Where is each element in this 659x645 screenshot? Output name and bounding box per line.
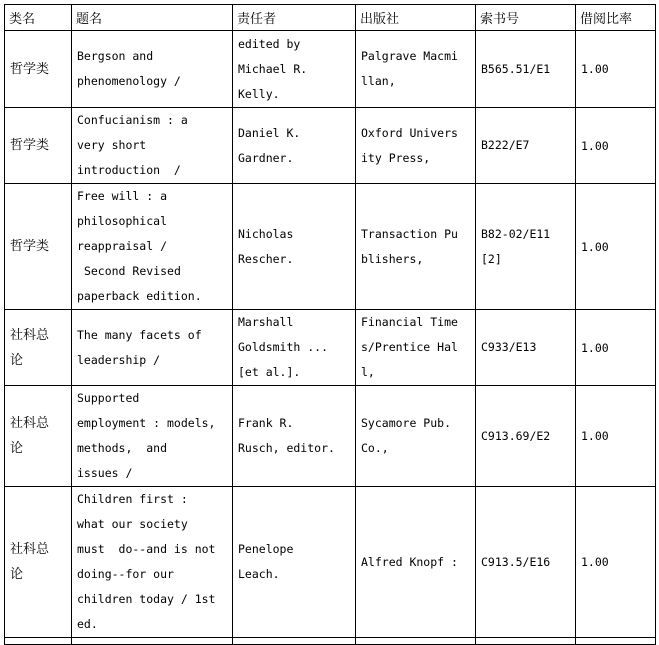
empty-cell bbox=[576, 638, 656, 645]
cell-line: 论 bbox=[10, 567, 24, 582]
cell-line: introduction / bbox=[77, 163, 181, 177]
cell-line: edited by bbox=[238, 36, 301, 51]
cell-borrow-ratio: 1.00 bbox=[576, 31, 656, 108]
cell-line: 哲学类 bbox=[10, 61, 50, 77]
cell-line: B565.51/E1 bbox=[481, 61, 551, 76]
cell-line: [et al.]. bbox=[238, 365, 301, 379]
cell-line: Alfred Knopf : bbox=[361, 554, 458, 569]
cell-line: l, bbox=[361, 365, 375, 379]
cell-category bbox=[5, 310, 72, 386]
header-row bbox=[5, 5, 656, 31]
cell-line: children today / 1st bbox=[77, 592, 216, 606]
table-header bbox=[5, 5, 656, 31]
cell-call-number bbox=[476, 108, 576, 184]
cell-publisher bbox=[356, 184, 476, 310]
cell-line: ed. bbox=[77, 617, 98, 631]
cell-line: Michael R. bbox=[238, 61, 308, 76]
cell-line: leadership / bbox=[77, 352, 161, 367]
cell-line: 社科总 bbox=[10, 542, 50, 557]
empty-cell bbox=[72, 638, 233, 645]
cell-line: Co., bbox=[361, 441, 389, 455]
table-row bbox=[5, 108, 656, 184]
cell-line: Kelly. bbox=[238, 86, 280, 101]
table-body bbox=[5, 31, 656, 645]
cell-borrow-ratio: 1.00 bbox=[576, 108, 656, 184]
header-publisher: 出版社 bbox=[356, 5, 476, 31]
cell-line: Frank R. bbox=[238, 416, 294, 430]
cell-line: [2] bbox=[481, 251, 502, 266]
cell-line: Penelope bbox=[238, 542, 294, 556]
cell-author bbox=[233, 31, 356, 108]
header-call-number: 索书号 bbox=[476, 5, 576, 31]
book-table bbox=[4, 4, 656, 645]
cell-call-number bbox=[476, 31, 576, 108]
cell-line: Financial Time bbox=[361, 315, 458, 329]
cell-line: employment : models, bbox=[77, 416, 216, 430]
cell-publisher bbox=[356, 108, 476, 184]
cell-borrow-ratio: 1.00 bbox=[576, 184, 656, 310]
cell-line: very short bbox=[77, 138, 147, 152]
cell-line: 论 bbox=[10, 441, 24, 456]
cell-line: Supported bbox=[77, 391, 140, 405]
cell-line: llan, bbox=[361, 74, 396, 88]
cell-category bbox=[5, 184, 72, 310]
table-row-partial bbox=[5, 638, 656, 645]
cell-line: Rescher. bbox=[238, 251, 294, 266]
cell-title bbox=[72, 487, 233, 638]
cell-call-number bbox=[476, 184, 576, 310]
cell-line: Daniel K. bbox=[238, 125, 301, 140]
header-category: 类名 bbox=[5, 5, 72, 31]
header-author: 责任者 bbox=[233, 5, 356, 31]
cell-title bbox=[72, 108, 233, 184]
cell-line: Sycamore Pub. bbox=[361, 416, 452, 430]
cell-line: 论 bbox=[10, 352, 24, 368]
cell-author bbox=[233, 310, 356, 386]
cell-call-number bbox=[476, 310, 576, 386]
cell-title bbox=[72, 31, 233, 108]
cell-line: blishers, bbox=[361, 251, 424, 266]
cell-line: 社科总 bbox=[10, 327, 50, 343]
cell-line: doing--for our bbox=[77, 567, 174, 581]
cell-line: 社科总 bbox=[10, 416, 50, 431]
cell-borrow-ratio: 1.00 bbox=[576, 310, 656, 386]
cell-line: B82-02/E11 bbox=[481, 226, 551, 241]
cell-line: Oxford Univers bbox=[361, 125, 458, 140]
cell-line: paperback edition. bbox=[77, 289, 202, 303]
cell-category bbox=[5, 108, 72, 184]
cell-line: C913.69/E2 bbox=[481, 428, 551, 443]
cell-publisher bbox=[356, 310, 476, 386]
cell-line: Marshall bbox=[238, 315, 294, 329]
cell-line: Gardner. bbox=[238, 150, 294, 165]
cell-publisher bbox=[356, 487, 476, 638]
cell-line: 哲学类 bbox=[10, 138, 50, 153]
header-title: 题名 bbox=[72, 5, 233, 31]
cell-line: Confucianism : a bbox=[77, 113, 188, 127]
cell-line: Leach. bbox=[238, 567, 280, 581]
cell-author bbox=[233, 386, 356, 487]
cell-author bbox=[233, 184, 356, 310]
cell-title bbox=[72, 386, 233, 487]
cell-call-number bbox=[476, 386, 576, 487]
cell-line: 哲学类 bbox=[10, 239, 50, 254]
cell-line: C933/E13 bbox=[481, 340, 537, 354]
cell-line: phenomenology / bbox=[77, 74, 181, 88]
table-row bbox=[5, 184, 656, 310]
cell-line: s/Prentice Hal bbox=[361, 340, 458, 354]
cell-line: methods, and bbox=[77, 441, 168, 455]
cell-author bbox=[233, 487, 356, 638]
cell-line: Children first : bbox=[77, 492, 188, 506]
cell-line: reappraisal / bbox=[77, 239, 168, 253]
cell-author bbox=[233, 108, 356, 184]
cell-line: B222/E7 bbox=[481, 138, 530, 152]
cell-line: Palgrave Macmi bbox=[361, 49, 458, 63]
cell-category bbox=[5, 31, 72, 108]
cell-line: issues / bbox=[77, 466, 133, 480]
cell-line: what our society bbox=[77, 517, 188, 531]
cell-borrow-ratio: 1.00 bbox=[576, 386, 656, 487]
cell-line: must do--and is not bbox=[77, 542, 216, 556]
empty-cell bbox=[356, 638, 476, 645]
cell-publisher bbox=[356, 386, 476, 487]
cell-line: Bergson and bbox=[77, 49, 154, 63]
cell-line: Transaction Pu bbox=[361, 226, 458, 241]
table-row bbox=[5, 31, 656, 108]
cell-category bbox=[5, 386, 72, 487]
cell-line: C913.5/E16 bbox=[481, 554, 551, 569]
empty-cell bbox=[233, 638, 356, 645]
empty-cell bbox=[476, 638, 576, 645]
header-borrow-ratio: 借阅比率 bbox=[576, 5, 656, 31]
cell-line: Goldsmith ... bbox=[238, 340, 329, 354]
cell-line: Rusch, editor. bbox=[238, 441, 335, 455]
cell-title bbox=[72, 310, 233, 386]
cell-line: Nicholas bbox=[238, 226, 294, 241]
cell-line: Free will : a bbox=[77, 189, 168, 203]
cell-call-number bbox=[476, 487, 576, 638]
empty-cell bbox=[5, 638, 72, 645]
table-row bbox=[5, 310, 656, 386]
table-row bbox=[5, 386, 656, 487]
cell-borrow-ratio: 1.00 bbox=[576, 487, 656, 638]
cell-line: The many facets of bbox=[77, 327, 202, 342]
cell-line: Second Revised bbox=[77, 264, 181, 278]
cell-line: philosophical bbox=[77, 214, 168, 228]
cell-category bbox=[5, 487, 72, 638]
cell-title bbox=[72, 184, 233, 310]
cell-line: ity Press, bbox=[361, 150, 431, 165]
table-row bbox=[5, 487, 656, 638]
cell-publisher bbox=[356, 31, 476, 108]
